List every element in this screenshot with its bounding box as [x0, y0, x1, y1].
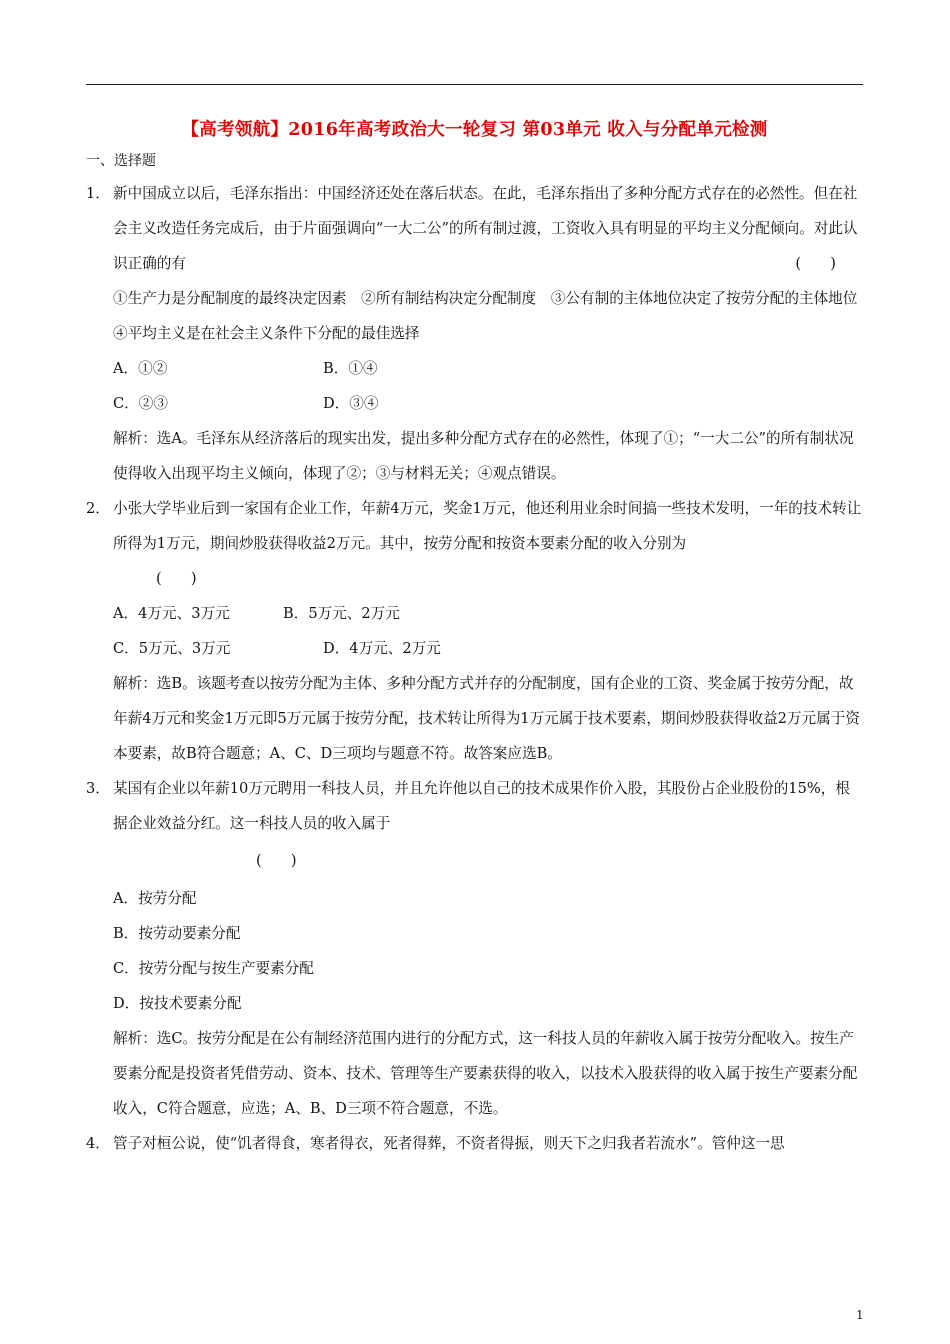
- option-a: A．按劳分配: [113, 890, 197, 907]
- question-number: 4．: [86, 1135, 110, 1152]
- option-b: B．5万元、2万元: [283, 605, 400, 622]
- option-c: C．5万元、3万元: [113, 640, 231, 657]
- page-number: 1: [856, 1308, 864, 1322]
- analysis: 解析：选C。按劳分配是在公有制经济范围内进行的分配方式，这一科技人员的年薪收入属于按劳分配收入。按生产要素分配是投资者凭借劳动、资本、技术、管理等生产要素获得的收入，以技术入股获得的收入属于按生产要素分配收入，C符合题意，应选；A、B、D三项不符合题意，不选。: [113, 1030, 858, 1117]
- question-items: ①生产力是分配制度的最终决定因素 ②所有制结构决定分配制度 ③公有制的主体地位决定了按劳分配的主体地位 ④平均主义是在社会主义条件下分配的最佳选择: [113, 290, 872, 342]
- question-4: [86, 1126, 864, 1161]
- header-rule: [86, 84, 863, 85]
- page-title: 【高考领航】2016年高考政治大一轮复习 第03单元 收入与分配单元检测: [181, 120, 768, 140]
- option-c: C．按劳分配与按生产要素分配: [113, 960, 314, 977]
- option-d: D．③④: [323, 395, 379, 412]
- section-heading: 一、选择题: [86, 153, 156, 169]
- analysis: 解析：选A。毛泽东从经济落后的现实出发，提出多种分配方式存在的必然性，体现了①；“一大二公”的所有制状况使得收入出现平均主义倾向，体现了②；③与材料无关；④观点错误。: [113, 430, 854, 482]
- question-text: 某国有企业以年薪10万元聘用一科技人员，并且允许他以自己的技术成果作价入股，其股份占企业股份的15%，根据企业效益分红。这一科技人员的收入属于: [113, 780, 850, 832]
- question-3: [86, 771, 864, 1126]
- question-text: 管子对桓公说，使“饥者得食，寒者得衣，死者得葬，不资者得振，则天下之归我者若流水”。管仲这一思: [113, 1135, 785, 1152]
- answer-blank: ( ): [156, 570, 197, 587]
- question-1: [86, 176, 872, 491]
- option-a: A．4万元、3万元: [113, 605, 230, 622]
- answer-blank: ( ): [795, 255, 836, 272]
- option-c: C．②③: [113, 395, 168, 412]
- question-number: 2．: [86, 500, 110, 517]
- option-d: D．4万元、2万元: [323, 640, 441, 657]
- answer-blank: ( ): [256, 852, 297, 869]
- question-list: [86, 176, 872, 1161]
- option-d: D．按技术要素分配: [113, 995, 242, 1012]
- option-b: B．①④: [323, 360, 378, 377]
- option-b: B．按劳动要素分配: [113, 925, 241, 942]
- question-2: [86, 491, 864, 771]
- analysis: 解析：选B。该题考查以按劳分配为主体、多种分配方式并存的分配制度，国有企业的工资、奖金属于按劳分配，故年薪4万元和奖金1万元即5万元属于按劳分配，技术转让所得为1万元属于技术要素，期间炒股获得收益2万元属于资本要素，故B符合题意；A、C、D三项均与题意不符。故答案应选B。: [113, 675, 860, 762]
- question-text: 新中国成立以后，毛泽东指出：中国经济还处在落后状态。在此，毛泽东指出了多种分配方式存在的必然性。但在社会主义改造任务完成后，由于片面强调向“一大二公”的所有制过渡，工资收入具有明显的平均主义分配倾向。对此认识正确的有: [113, 185, 858, 272]
- question-number: 3．: [86, 780, 110, 797]
- question-text: 小张大学毕业后到一家国有企业工作，年薪4万元，奖金1万元，他还利用业余时间搞一些技术发明，一年的技术转让所得为1万元，期间炒股获得收益2万元。其中，按劳分配和按资本要素分配的收入分别为: [113, 500, 862, 552]
- question-number: 1．: [86, 185, 110, 202]
- option-a: A．①②: [113, 360, 168, 377]
